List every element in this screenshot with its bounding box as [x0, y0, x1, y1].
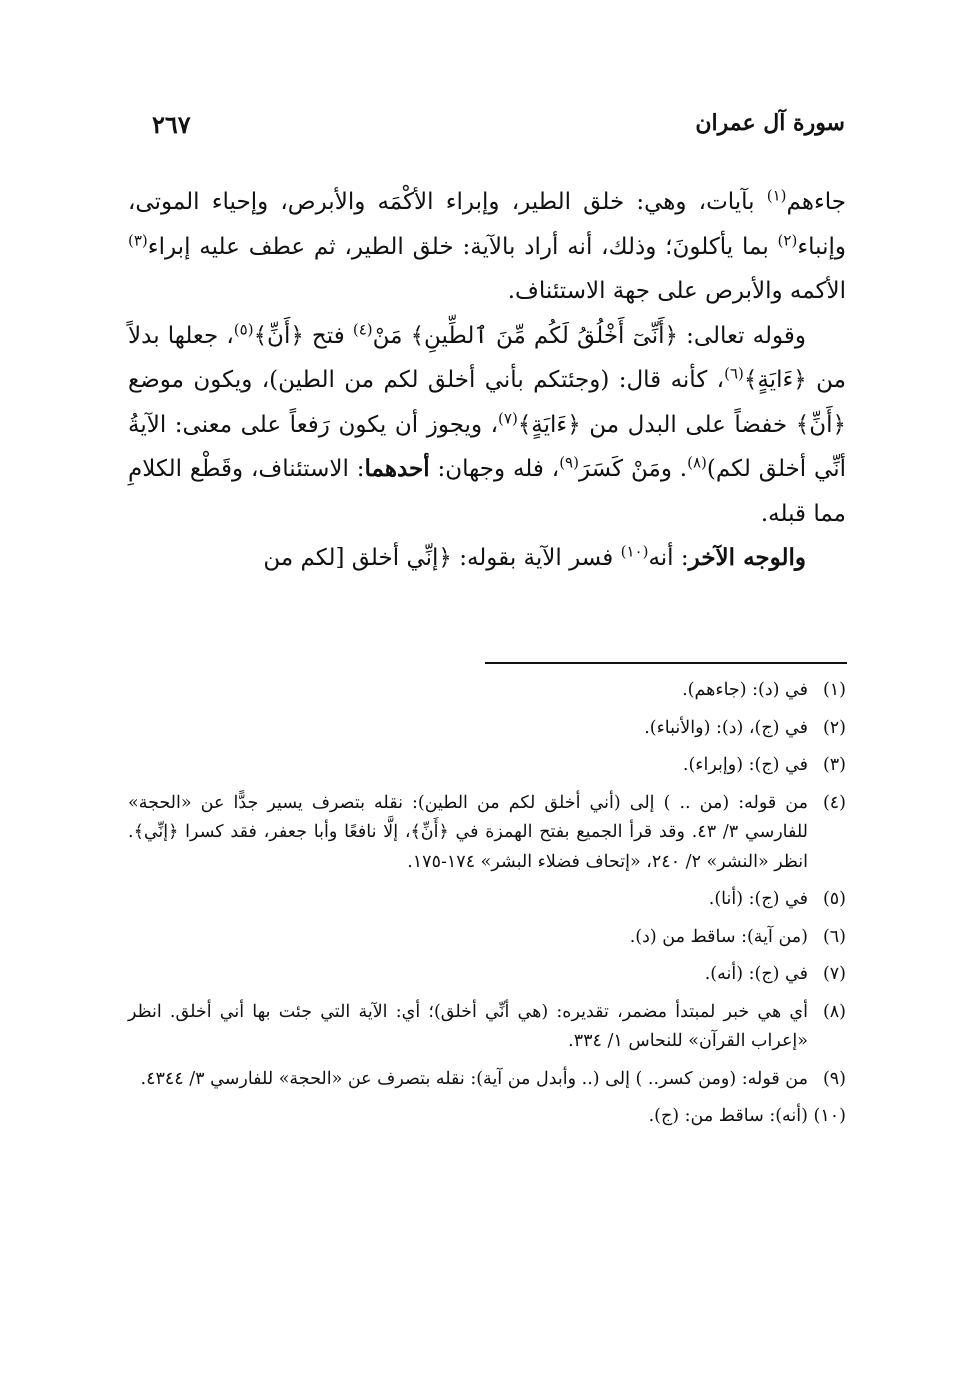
footnote-ref-5: (٥): [233, 319, 254, 338]
text-run: بما يأكلونَ؛ وذلك، أنه أراد بالآية: خلق الطير، ثم عطف عليه إبراء: [147, 233, 778, 260]
paragraph-3: [128, 536, 846, 581]
footnote-2: [128, 714, 846, 744]
footnote-ref-7: (٧): [498, 408, 518, 427]
footnote-text: من قوله: (من .. ) إلى (أني أخلق لكم من الطين): نقله بتصرف يسير جدًّا عن «الحجة» للفارسي ٣/ ٤٣. وقد قرأ الجميع بفتح الهمزة في ﴿أَنِّ﴾، إلَّا نافعًا وأبا جعفر، فقد كسرا ﴿إنِّي﴾. انظر «النشر» ٢/ ٢٤٠، «إتحاف فضلاء البشر» ١٧٤-١٧٥.: [128, 792, 808, 872]
footnotes: [128, 676, 846, 1140]
text-run: ، كأنه قال: (وجئتكم بأني أخلق لكم من الطين)، ويكون موضع ﴿أَنِّ﴾ خفضاً على البدل من ﴿ءَايَةٍ﴾: [128, 367, 846, 438]
text-run: ، فله وجهان:: [429, 456, 560, 482]
text-run: فتح ﴿أَنِّ﴾: [253, 322, 353, 349]
footnote-text: في (ج): (أنه).: [704, 964, 808, 984]
paragraph-1: [128, 180, 846, 314]
footnote-separator: [485, 662, 847, 664]
text-run: . ومَنْ كَسَرَ: [578, 456, 688, 482]
footnote-text: (أنه): ساقط من: (ج).: [648, 1106, 808, 1126]
footnote-6: [128, 923, 846, 953]
footnote-text: في (ج): (وإبراء).: [682, 755, 808, 775]
text-run: بآيات، وهي: خلق الطير، وإبراء الأكْمَه والأبرص، وإحياء الموتى، وإنباء: [128, 189, 846, 260]
text-run: جاءهم: [786, 189, 846, 215]
footnote-number: (١٠): [813, 1106, 846, 1126]
text-run: : أنه: [648, 545, 689, 571]
footnote-ref-6: (٦): [724, 364, 744, 383]
bold-term: والوجه الآخر: [688, 544, 806, 571]
footnote-number: (٥): [822, 889, 846, 909]
footnote-ref-3: (٣): [128, 230, 148, 249]
main-text: [128, 180, 846, 581]
footnote-text: من قوله: (ومن كسر.. ) إلى (.. وأبدل من آية): نقله بتصرف عن «الحجة» للفارسي ٣/ ٤٣٤٤.: [140, 1068, 808, 1089]
footnote-10: [128, 1102, 846, 1132]
page-header: [130, 110, 845, 150]
footnote-8: [128, 998, 846, 1057]
footnote-text: في (ج): (أنا).: [708, 889, 808, 909]
footnote-number: (٢): [822, 717, 846, 738]
footnote-number: (٨): [822, 1001, 846, 1022]
text-run: وقوله تعالى: ﴿أَنِّىٓ أَخْلُقُ لَكُم مِّنَ ٱلطِّينِ﴾ مَنْ: [372, 322, 806, 349]
footnote-ref-4: (٤): [352, 319, 373, 338]
footnote-number: (٣): [822, 755, 846, 775]
footnote-number: (١): [822, 680, 846, 700]
text-run: : الاستئناف، وقَطْع الكلامِ مما قبله.: [128, 456, 846, 527]
paragraph-2: [128, 314, 846, 537]
footnote-ref-1: (١): [766, 186, 787, 205]
footnote-text: في (ج)، (د): (والأنباء).: [644, 717, 808, 738]
footnote-number: (٩): [822, 1068, 846, 1089]
footnote-9: [128, 1065, 846, 1095]
text-run: فسر الآية بقوله: ﴿إنِّي أخلق [لكم من: [263, 545, 621, 571]
footnote-ref-10: (١٠): [620, 542, 649, 561]
footnote-number: (٦): [822, 926, 846, 947]
footnote-5: [128, 885, 846, 915]
footnote-ref-9: (٩): [559, 453, 579, 472]
text-run: الأكمه والأبرص على جهة الاستئناف.: [507, 278, 846, 304]
footnote-ref-8: (٨): [687, 453, 707, 472]
footnote-number: (٧): [822, 964, 846, 984]
footnote-text: (من آية): ساقط من (د).: [629, 926, 808, 947]
footnote-4: [128, 789, 846, 878]
footnote-ref-2: (٢): [777, 230, 798, 249]
footnote-3: [128, 751, 846, 781]
footnote-text: أي هي خبر لمبتدأ مضمر، تقديره: (هي أنِّي أخلق)؛ أي: الآية التي جئت بها أني أخلق. انظر «إعراب القرآن» للنحاس ١/ ٣٣٤.: [128, 1001, 808, 1051]
text-run: ، ويجوز أن يكون رَفعاً على معنى: الآيةُ أنِّي أخلق لكم): [128, 411, 846, 482]
bold-term: أحدهما: [364, 455, 430, 482]
text-run: ، جعلها بدلاً من ﴿ءَايَةٍ﴾: [128, 322, 846, 393]
footnote-1: [128, 676, 846, 706]
footnote-number: (٤): [822, 792, 846, 813]
footnote-text: في (د): (جاءهم).: [682, 680, 808, 700]
page-number: ٢٦٧: [152, 110, 191, 139]
footnote-7: [128, 960, 846, 990]
surah-title: سورة آل عمران: [695, 110, 845, 136]
